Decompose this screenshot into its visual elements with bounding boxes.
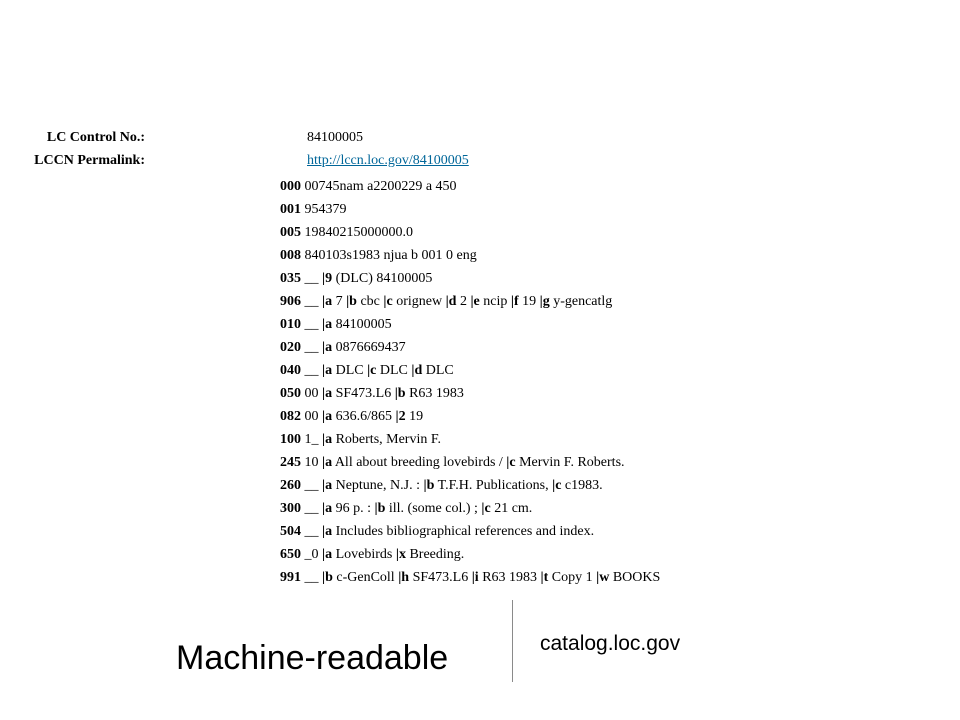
marc-field-300 (280, 497, 660, 520)
marc-field-000 (280, 175, 660, 198)
marc-tag: 300 (280, 501, 301, 516)
marc-field-content: 00 |a 636.6/865 |2 19 (304, 409, 424, 424)
marc-tag: 260 (280, 478, 301, 493)
marc-tag: 020 (280, 340, 301, 355)
marc-field-020 (280, 336, 660, 359)
marc-field-content: 1_ |a Roberts, Mervin F. (304, 432, 442, 447)
marc-tag: 504 (280, 524, 301, 539)
marc-field-001 (280, 198, 660, 221)
marc-field-list (280, 175, 660, 589)
marc-tag: 008 (280, 248, 301, 263)
permalink-label: LCCN Permalink: (34, 153, 145, 168)
marc-tag: 650 (280, 547, 301, 562)
marc-field-content: __ |a Neptune, N.J. : |b T.F.H. Publications, |c c1983. (304, 478, 603, 493)
marc-field-008 (280, 244, 660, 267)
marc-tag: 906 (280, 294, 301, 309)
marc-tag: 010 (280, 317, 301, 332)
marc-tag: 005 (280, 225, 301, 240)
caption-machine-readable: Machine-readable (176, 639, 449, 677)
marc-tag: 245 (280, 455, 301, 470)
caption-divider (512, 600, 513, 682)
marc-field-content: __ |9 (DLC) 84100005 (304, 271, 433, 286)
marc-tag: 050 (280, 386, 301, 401)
marc-field-504 (280, 520, 660, 543)
marc-tag: 040 (280, 363, 301, 378)
marc-field-content: 954379 (304, 202, 347, 217)
marc-field-650 (280, 543, 660, 566)
marc-tag: 035 (280, 271, 301, 286)
marc-field-260 (280, 474, 660, 497)
marc-tag: 991 (280, 570, 301, 585)
marc-field-content: __ |a Includes bibliographical references and index. (304, 524, 595, 539)
marc-field-content: 10 |a All about breeding lovebirds / |c Mervin F. Roberts. (304, 455, 625, 470)
marc-field-content: __ |b c-GenColl |h SF473.L6 |i R63 1983 |t Copy 1 |w BOOKS (304, 570, 661, 585)
control-number-value: 84100005 (307, 130, 363, 145)
caption-source: catalog.loc.gov (540, 632, 681, 655)
marc-field-906 (280, 290, 660, 313)
permalink-value (307, 149, 469, 172)
marc-tag: 100 (280, 432, 301, 447)
marc-field-100 (280, 428, 660, 451)
marc-field-content: __ |a 7 |b cbc |c orignew |d 2 |e ncip |f 19 |g y-gencatlg (304, 294, 613, 309)
marc-tag: 082 (280, 409, 301, 424)
control-number-row (0, 126, 800, 149)
control-number-label: LC Control No.: (46, 130, 145, 145)
marc-field-245 (280, 451, 660, 474)
marc-field-content: 19840215000000.0 (304, 225, 413, 240)
marc-field-040 (280, 359, 660, 382)
marc-field-content: 00 |a SF473.L6 |b R63 1983 (304, 386, 464, 401)
permalink-row (0, 149, 800, 172)
marc-field-content: __ |a 96 p. : |b ill. (some col.) ; |c 21 cm. (304, 501, 533, 516)
marc-field-content: __ |a 84100005 (304, 317, 392, 332)
permalink-link[interactable]: http://lccn.loc.gov/84100005 (307, 153, 469, 168)
marc-field-035 (280, 267, 660, 290)
marc-field-991 (280, 566, 660, 589)
marc-field-005 (280, 221, 660, 244)
marc-field-010 (280, 313, 660, 336)
marc-field-content: 00745nam a2200229 a 450 (304, 179, 457, 194)
marc-field-050 (280, 382, 660, 405)
marc-field-content: 840103s1983 njua b 001 0 eng (304, 248, 477, 263)
marc-field-content: __ |a 0876669437 (304, 340, 406, 355)
marc-field-082 (280, 405, 660, 428)
marc-tag: 001 (280, 202, 301, 217)
marc-tag: 000 (280, 179, 301, 194)
marc-field-content: _0 |a Lovebirds |x Breeding. (304, 547, 465, 562)
marc-field-content: __ |a DLC |c DLC |d DLC (304, 363, 454, 378)
